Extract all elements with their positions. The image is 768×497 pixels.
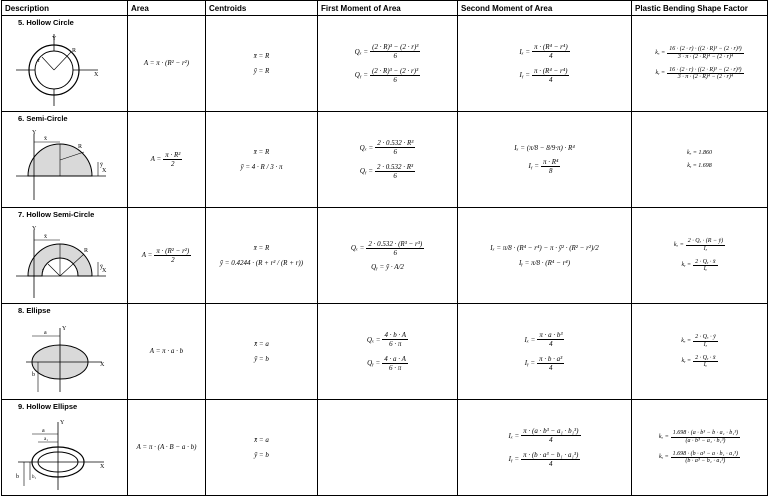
first-moment-cell [318,16,458,112]
svg-text:b: b [16,474,19,480]
fraction: $\frac{\text{π · (R⁴ − r⁴)}}{4}$ [533,66,568,84]
equation: Iᵧ = π/8 · (R⁴ − r⁴) [518,258,571,267]
svg-text:Y: Y [32,130,37,136]
svg-text:a: a [44,330,47,336]
header-area: Area [128,1,206,16]
equation: Qᵧ = $\frac{4 \cdot a \cdot A}{6 \cdot \pi}$ [367,354,406,372]
equation: A = π · (R² − r²) [143,59,190,68]
formula-table [1,0,768,496]
ellipse-diagram [14,320,110,396]
area-cell [128,112,206,208]
equation: Iₓ = π/8 · (R⁴ − r⁴) − π · ȳ² · (R² − r²)/2 [490,244,599,253]
equation: Iₓ = (π/8 − 8/9·π) · R⁴ [514,143,575,152]
fraction: $\frac{\text{π · (a · b³ − a₁ · b₁³)}}{4}$ [523,427,579,445]
svg-text:Y: Y [52,36,57,42]
svg-text:X: X [100,362,105,368]
plastic-factor-cell [632,304,768,400]
first-moment-cell [318,208,458,304]
equation: kᵧ = $\frac{\text{16 · (2 · r) · ((2 · R)³ − (2 · r)³)}}{\text{3 · π · (2 · R)⁴ − (2 · r)⁴}}$ [655,66,742,81]
fraction: $\frac{\text{1.698 · (b · a³ − a · b₁ · a₁³)}}{\text{(b · a³ − b₁ · a₁³)}}$ [672,450,738,465]
shape-title: 6. Semi-Circle [18,114,68,123]
equation: kₓ = $\frac{\text{2 · Qₓ · ȳ}}{\text{Iₓ}}$ [681,333,716,348]
equation: x̄ = R [253,244,270,253]
equation: A = $\frac{\text{π · R²}}{2}$ [150,150,181,168]
centroid-cell [206,400,318,496]
semi-circle-diagram [14,128,110,204]
equation: Qₓ = $\frac{\text{2 · 0.532 · (R³ − r³)}}{6}$ [350,239,423,257]
equation: kₓ = $\frac{\text{2 · Qₓ · (R − ȳ)}}{\text{Iₓ}}$ [673,237,724,252]
fraction: $\frac{\text{π · (b · a³ − b₁ · a₁³)}}{4}$ [523,450,579,468]
fraction: $\frac{\text{(2 · R)³ − (2 · r)³}}{6}$ [372,43,419,61]
fraction: $\frac{\text{2 · Qᵧ · x̄}}{\text{Iᵧ}}$ [695,258,716,273]
fraction: $\frac{\text{1.698 · (a · b³ − b · a₁ · b₁³)}}{\text{(a · b³ − a₁ · b₁³)}}$ [672,429,739,444]
area-cell [128,400,206,496]
header-row [2,1,768,16]
header-first-moment: First Moment of Area [318,1,458,16]
equation: kᵧ = $\frac{\text{1.698 · (b · a³ − a · b₁ · a₁³)}}{\text{(b · a³ − b₁ · a₁³)}}$ [659,450,738,465]
svg-text:X: X [94,72,99,78]
equation: ȳ = R [253,66,270,75]
equation: kᵧ = 1.698 [687,162,712,169]
header-description: Description [2,1,128,16]
area-cell [128,304,206,400]
equation: Iₓ = $\frac{\text{π · (a · b³ − a₁ · b₁³)}}{4}$ [508,427,579,445]
equation: Iᵧ = $\frac{\text{π · (R⁴ − r⁴)}}{4}$ [519,66,568,84]
fraction: $\frac{\text{2 · 0.532 · (R³ − r³)}}{6}$ [368,239,423,257]
area-cell [128,208,206,304]
equation: ȳ = 4 · R / 3 · π [240,162,283,171]
table-row [2,304,768,400]
equation: Qᵧ = ȳ · A/2 [371,263,404,272]
plastic-factor-cell [632,112,768,208]
equation: Iᵧ = $\frac{\text{π · R⁴}}{8}$ [528,157,559,176]
fraction: $\frac{\text{16 · (2 · r) · ((2 · R)³ − (2 · r)³)}}{\text{3 · π · (2 · R)⁴ − (2 · r)⁴}}$ [669,45,742,60]
equation: x̄ = a [254,436,269,445]
header-centroids: Centroids [206,1,318,16]
equation: kₓ = $\frac{\text{1.698 · (a · b³ − b · a₁ · b₁³)}}{\text{(a · b³ − a₁ · b₁³)}}$ [658,429,739,444]
table-row [2,208,768,304]
svg-text:b₁: b₁ [32,475,37,480]
equation: A = π · a · b [149,347,184,356]
equation: Qᵧ = $\frac{\text{(2 · R)³ − (2 · r)³}}{6}$ [354,66,419,84]
shape-title: 8. Ellipse [18,306,51,315]
first-moment-cell [318,304,458,400]
centroid-cell [206,112,318,208]
svg-text:R: R [78,144,83,150]
shape-title: 9. Hollow Ellipse [18,402,78,411]
svg-text:X: X [100,464,105,470]
description-cell [2,112,128,208]
equation: x̄ = R [253,148,270,157]
equation: kᵧ = $\frac{\text{2 · Qᵧ · x̄}}{\text{Iᵧ}}$ [681,258,716,273]
equation: kₓ = 1.860 [687,149,712,156]
equation: ȳ = b [254,450,269,459]
fraction: $\frac{\text{2 · Qₓ · (R − ȳ)}}{\text{Iₓ}}$ [687,237,724,252]
header-plastic-factor: Plastic Bending Shape Factor [632,1,768,16]
svg-text:R: R [84,248,89,254]
fraction: $\frac{\text{16 · (2 · r) · ((2 · R)³ − (2 · r)³)}}{\text{3 · π · (2 · R)⁴ − (2 · r)⁴}}$ [669,66,742,81]
equation: A = π · (A · B − a · b) [136,443,197,452]
equation: Qₓ = $\frac{\text{2 · 0.532 · R³}}{6}$ [359,139,414,157]
plastic-factor-cell [632,208,768,304]
description-cell [2,400,128,496]
description-cell [2,304,128,400]
svg-text:a₁: a₁ [44,437,48,442]
svg-text:R: R [72,48,77,54]
second-moment-cell [458,208,632,304]
fraction: $\frac{\text{(2 · R)³ − (2 · r)³}}{6}$ [371,66,419,84]
fraction: $\frac{\text{2 · Qᵧ · x̄}}{\text{Iᵧ}}$ [695,354,716,369]
svg-text:Y: Y [60,420,65,426]
fraction: $\frac{\text{π · (R⁴ − r⁴)}}{4}$ [534,43,568,61]
second-moment-cell [458,304,632,400]
svg-text:X: X [102,268,107,274]
centroid-cell [206,208,318,304]
equation: A = $\frac{\text{π · (R² − r²)}}{2}$ [141,246,190,264]
equation: Iᵧ = $\frac{\text{π · (b · a³ − b₁ · a₁³)}}{4}$ [508,450,579,468]
fraction: $\frac{\text{π · (R² − r²)}}{2}$ [156,246,190,264]
first-moment-cell [318,400,458,496]
svg-text:r: r [38,58,40,64]
fraction: $\frac{\text{π · b · a³}}{4}$ [539,354,563,372]
equation: Iₓ = $\frac{\text{π · (R⁴ − r⁴)}}{4}$ [519,43,568,61]
equation: Iₓ = $\frac{\text{π · a · b³}}{4}$ [524,331,563,349]
plastic-factor-cell [632,16,768,112]
equation: x̄ = a [254,340,269,349]
svg-text:Y: Y [62,326,67,332]
svg-text:ȳ: ȳ [100,162,103,168]
table-row [2,400,768,496]
description-cell [2,208,128,304]
equation: ȳ = 0.4244 · (R + r² / (R + r)) [219,258,304,267]
equation: Qₓ = $\frac{4 \cdot b \cdot A}{6 \cdot \pi}$ [366,331,407,349]
centroid-cell [206,304,318,400]
first-moment-cell [318,112,458,208]
hollow-ellipse-diagram [14,416,110,492]
fraction: $\frac{\text{π · R²}}{2}$ [165,150,181,168]
fraction: $\frac{\text{2 · 0.532 · R³}}{6}$ [377,139,414,157]
equation: ȳ = b [254,354,269,363]
svg-text:b: b [32,372,35,378]
second-moment-cell [458,112,632,208]
equation: Iᵧ = $\frac{\text{π · b · a³}}{4}$ [524,354,563,372]
svg-text:x̄: x̄ [44,136,47,142]
svg-text:X: X [102,168,107,174]
equation: Qₓ = $\frac{\text{(2 · R)³ − (2 · r)³}}{6}$ [354,43,419,61]
svg-text:ȳ: ȳ [100,264,103,270]
svg-text:x̄: x̄ [44,234,47,240]
table-row [2,16,768,112]
equation: kᵧ = $\frac{\text{2 · Qᵧ · x̄}}{\text{Iᵧ}}$ [681,354,716,369]
fraction: $\frac{4 \cdot a \cdot A}{6 \cdot \pi}$ [384,354,406,372]
shape-title: 5. Hollow Circle [18,18,74,27]
hollow-semi-circle-diagram [14,224,110,300]
second-moment-cell [458,16,632,112]
description-cell [2,16,128,112]
svg-text:a: a [42,428,45,434]
equation: kₓ = $\frac{\text{16 · (2 · r) · ((2 · R)³ − (2 · r)³)}}{\text{3 · π · (2 · R)⁴ − (2 · r)⁴}}$ [655,45,742,60]
hollow-circle-diagram [14,32,102,108]
area-cell [128,16,206,112]
plastic-factor-cell [632,400,768,496]
svg-text:Y: Y [32,226,37,232]
fraction: $\frac{\text{π · a · b³}}{4}$ [539,331,563,349]
shape-title: 7. Hollow Semi-Circle [18,210,95,219]
fraction: $\frac{\text{2 · 0.532 · R³}}{6}$ [377,162,414,180]
fraction: $\frac{\text{2 · Qₓ · ȳ}}{\text{Iₓ}}$ [695,333,716,348]
second-moment-cell [458,400,632,496]
svg-text:r: r [42,268,44,274]
header-second-moment: Second Moment of Area [458,1,632,16]
table-row [2,112,768,208]
fraction: $\frac{\text{π · R⁴}}{8}$ [542,157,559,176]
equation: x̄ = R [253,52,270,61]
fraction: $\frac{4 \cdot b \cdot A}{6 \cdot \pi}$ [384,331,407,349]
centroid-cell [206,16,318,112]
equation: Qᵧ = $\frac{\text{2 · 0.532 · R³}}{6}$ [359,162,414,180]
